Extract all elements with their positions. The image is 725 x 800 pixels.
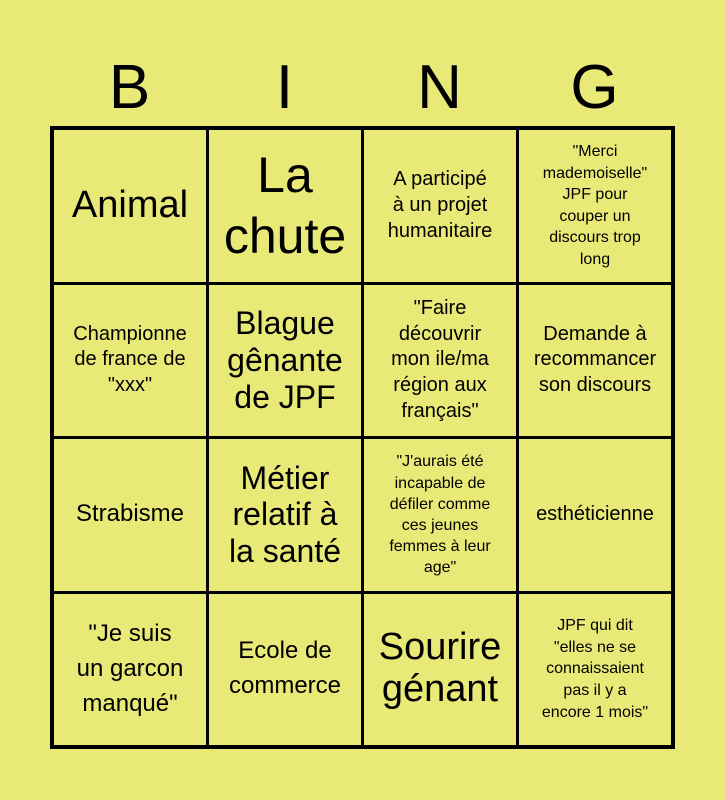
- header-letter-g: G: [570, 53, 619, 122]
- header-letter-n: N: [417, 53, 462, 122]
- bingo-cell[interactable]: [54, 439, 206, 591]
- bingo-cell[interactable]: [364, 594, 516, 746]
- bingo-cell[interactable]: [54, 130, 206, 282]
- cell-text: "Je suis un garcon manqué": [76, 620, 184, 717]
- cell-text: Sourire génant: [378, 626, 502, 711]
- cell-text: Strabisme: [75, 500, 185, 528]
- bingo-cell[interactable]: [54, 285, 206, 437]
- header-letter-i: I: [275, 53, 294, 122]
- cell-text: Blague gênante de JPF: [227, 305, 343, 415]
- cell-text: Métier relatif à la santé: [228, 459, 342, 570]
- bingo-cell[interactable]: [209, 285, 361, 437]
- cell-text: esthéticienne: [536, 502, 654, 525]
- bingo-cell[interactable]: [54, 594, 206, 746]
- cell-text: Championne de france de "xxx": [73, 322, 187, 397]
- header-letter-b: B: [108, 53, 151, 122]
- cell-text: Animal: [71, 183, 189, 226]
- bingo-cell[interactable]: [519, 285, 671, 437]
- cell-text: "Merci mademoiselle" JPF pour couper un discours trop long: [542, 142, 648, 268]
- cell-text: "J'aurais été incapable de défiler comme ces jeunes femmes à leur age": [389, 453, 491, 576]
- bingo-cell[interactable]: [519, 130, 671, 282]
- bingo-cell[interactable]: [364, 439, 516, 591]
- bingo-cell[interactable]: [209, 439, 361, 591]
- bingo-cell[interactable]: [364, 285, 516, 437]
- cell-text: "Faire découvrir mon ile/ma région aux français": [391, 297, 489, 422]
- bingo-cell[interactable]: [364, 130, 516, 282]
- bingo-cell[interactable]: [519, 439, 671, 591]
- bingo-cell[interactable]: [519, 594, 671, 746]
- bingo-cell[interactable]: [209, 130, 361, 282]
- cell-text: La chute: [223, 146, 347, 264]
- cell-text: JPF qui dit "elles ne se connaissaient pas il y a encore 1 mois": [541, 617, 649, 721]
- cell-text: Demande à recommancer son discours: [533, 322, 657, 397]
- bingo-board: [50, 126, 675, 749]
- bingo-cell[interactable]: [209, 594, 361, 746]
- cell-text: A participé à un projet humanitaire: [387, 168, 493, 242]
- cell-text: Ecole de commerce: [228, 637, 342, 700]
- bingo-header: [52, 52, 672, 124]
